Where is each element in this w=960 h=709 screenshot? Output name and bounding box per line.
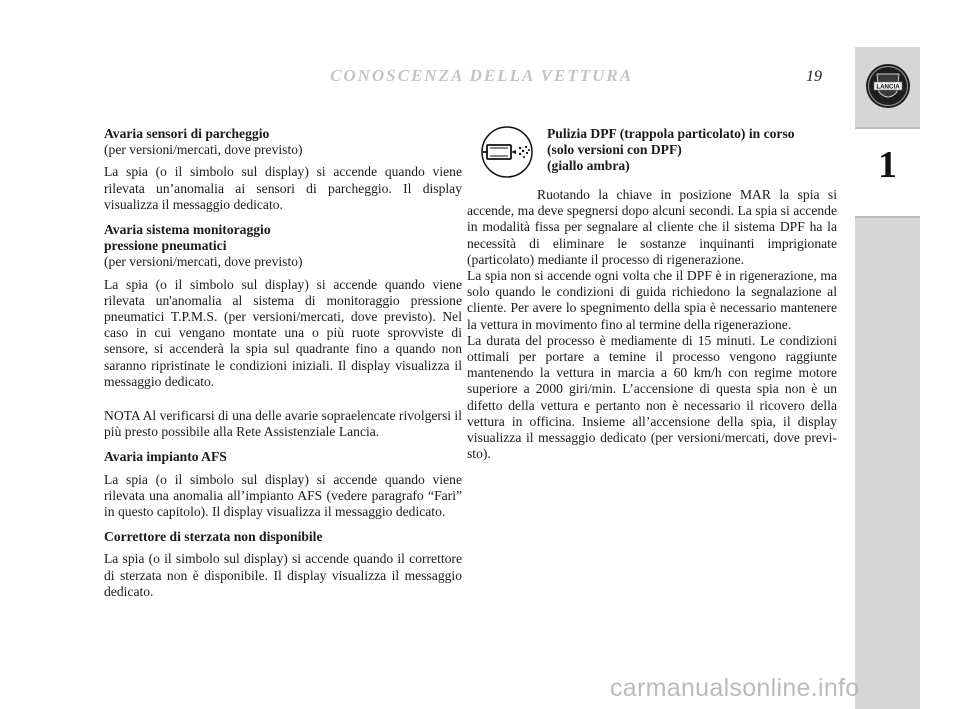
dpf-paragraph-1: Ruotando la chiave in posizione MAR la spia si accende, ma deve spegnersi dopo alcuni secondi. La spia si accende in modalità fissa per segnalare al cliente che il sistema DPF ha la necessità di eliminare le sostanze inquinanti imprigionate (particolato) mediante il processo di rigenerazione.	[467, 187, 837, 267]
dpf-color-note: (giallo ambra)	[547, 158, 630, 174]
section-title-afs: Avaria impianto AFS	[104, 449, 227, 465]
section-title-tpms: Avaria sistema monitoraggio	[104, 222, 271, 238]
section-body-parking-sensors: La spia (o il simbolo sul display) si accende quando viene rilevata un’anomalia ai sensori di parcheggio. Il display visualizza il messaggio dedicato.	[104, 164, 462, 212]
right-column	[467, 126, 837, 462]
section-subtitle: (per versioni/mercati, dove previsto)	[104, 254, 303, 270]
section-subtitle: (per versioni/mercati, dove previsto)	[104, 142, 303, 158]
section-title-steering: Correttore di sterzata non disponibile	[104, 529, 323, 545]
section-body-steering: La spia (o il simbolo sul display) si accende quando il correttore di sterzata non è disponibile. Il display visualizza il messaggio dedicato.	[104, 551, 462, 599]
left-column	[104, 126, 462, 600]
section-title-tpms-line2: pressione pneumatici	[104, 238, 227, 254]
running-header: CONOSCENZA DELLA VETTURA	[330, 66, 634, 85]
section-body-afs: La spia (o il simbolo sul display) si accende quando viene rilevata una anomalia all’impianto AFS (vedere paragrafo “Fari” in questo capitolo). Il display visualizza il messaggio dedicato.	[104, 471, 462, 520]
page-number: 19	[806, 68, 822, 85]
dpf-title: Pulizia DPF (trappola particolato) in corso	[547, 126, 795, 141]
dpf-warning-icon	[467, 126, 547, 178]
dpf-heading-block	[467, 126, 837, 178]
dpf-titles	[547, 126, 795, 175]
site-watermark: carmanualsonline.info	[610, 674, 860, 702]
side-bar-divider	[855, 216, 920, 218]
dpf-paragraph-3: La durata del processo è mediamente di 15 minuti. Le condizioni ottimali per portare a temine il processo vengono raggiunte mantenendo la vettura in marcia a 60 km/h con regime motore superiore a 2000 giri/min. L’accensione di questa spia non è un difetto della vettura e pertanto non è necessario il ricovero della vettura in officina. Insieme all’accensione della spia, il display visualizza il messaggio dedicato (per versioni/mercati, dove previsto).	[467, 332, 837, 462]
dpf-paragraph-2: La spia non si accende ogni volta che il DPF è in rigenerazione, ma solo quando le condizioni di guida richiedono la segnalazione al cliente. Per avere lo spegnimento della spia è necessario mantenere la vettura in movimento fino al termine della rigenerazione.	[467, 268, 837, 332]
dpf-subtitle: (solo versioni con DPF)	[547, 142, 682, 158]
chapter-side-bar	[855, 47, 920, 709]
section-title-parking-sensors: Avaria sensori di parcheggio	[104, 126, 270, 141]
logo-lettering: LANCIA	[876, 83, 900, 91]
chapter-number: 1	[878, 144, 897, 186]
section-body-tpms: La spia (o il simbolo sul display) si accende quando viene rilevata un'anomalia al sistema di monitoraggio pressione pneumatici T.P.M.S. (per versioni/mercati, dove previsto). Nel caso in cui vengano montate una o più ruote sprovviste di sensore, si accenderà la spia sul quadrante fino a quando non saranno ripristinate le condizioni iniziali. Il display visualizza il messaggio dedicato.	[104, 276, 462, 389]
note-paragraph: NOTA Al verificarsi di una delle avarie sopraelencate rivolgersi il più presto possibile alla Rete Assistenziale Lancia.	[104, 408, 462, 440]
lancia-logo-icon	[864, 62, 912, 110]
